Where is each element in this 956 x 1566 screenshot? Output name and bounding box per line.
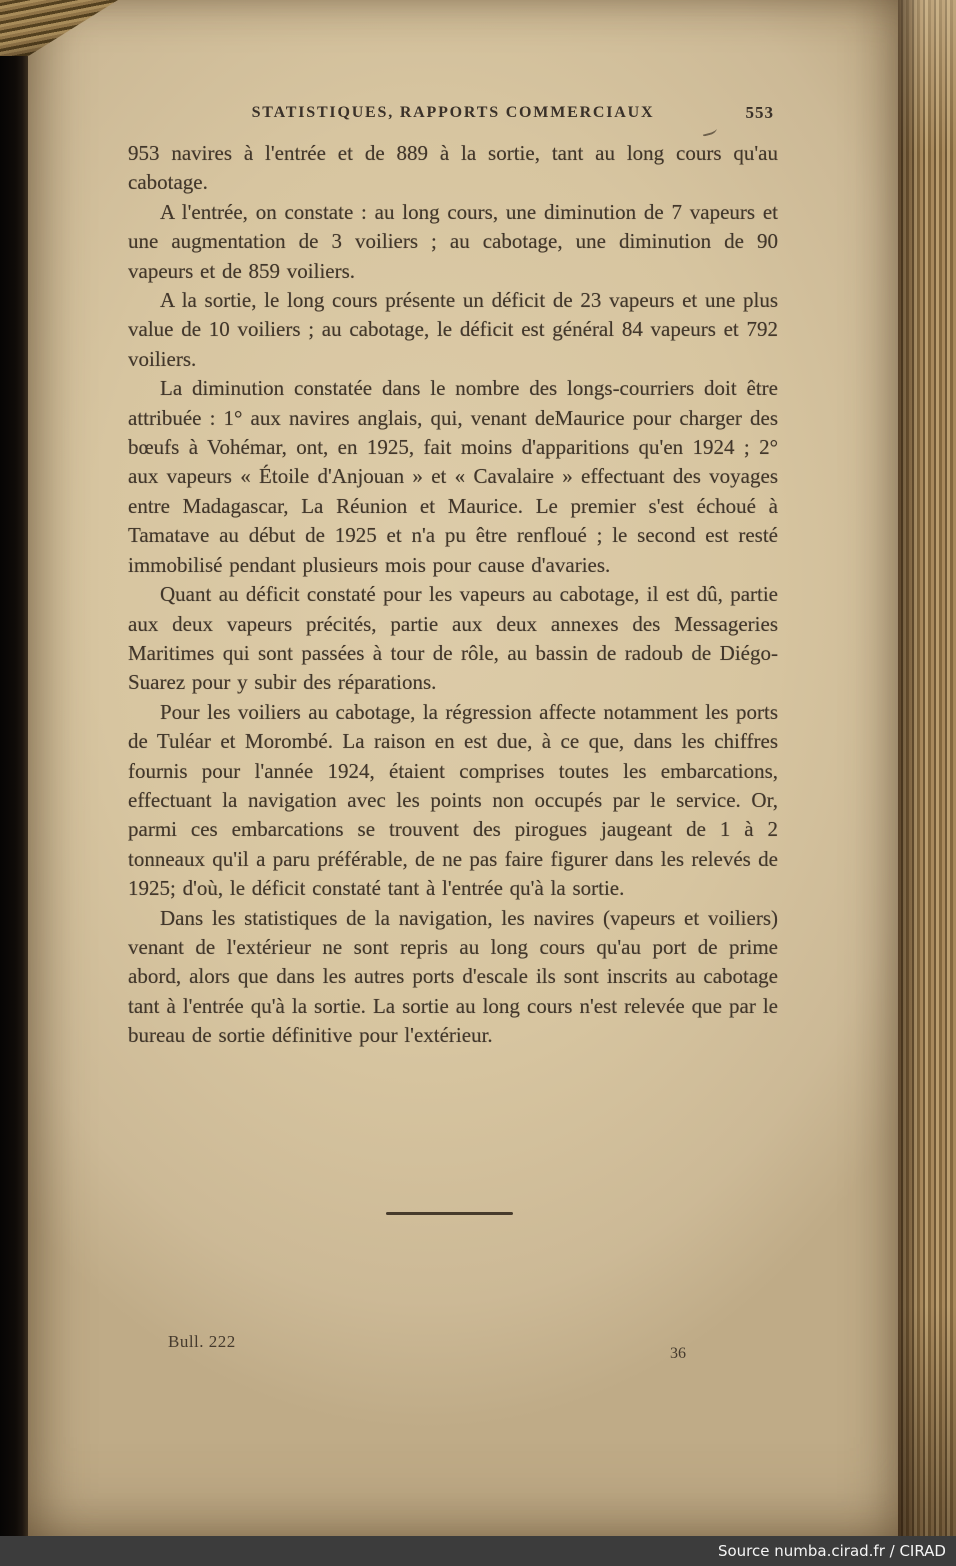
paragraph: A la sortie, le long cours présente un déficit de 23 vapeurs et une plus value de 10 voiliers ; au cabotage, le déficit est général 84 vapeurs et 792 voiliers. [128, 288, 778, 371]
page-content [128, 104, 778, 1051]
paragraph: La diminution constatée dans le nombre des longs-courriers doit être attribuée : 1° aux navires anglais, qui, venant deMaurice pour charger des bœufs à Vohémar, ont, en 1925, fait moins d'apparitions qu'en 1924 ; 2° aux vapeurs « Étoile d'Anjouan » et « Cavalaire » effectuant des voyages entre Madagascar, La Réunion et Maurice. Le premier s'est échoué à Tamatave au début de 1925 et n'a pu être renfloué ; le second est resté immobilisé pendant plusieurs mois pour cause d'avaries. [128, 376, 778, 577]
paragraph: Dans les statistiques de la navigation, les navires (vapeurs et voiliers) venant de l'extérieur ne sont repris au long cours qu'au port de prime abord, alors que dans les autres ports d'escale ils sont inscrits au cabotage tant à l'entrée qu'à la sortie. La sortie au long cours n'est relevée que par le bureau de sortie définitive pour l'extérieur. [128, 905, 778, 1048]
paragraph: A l'entrée, on constate : au long cours, une diminution de 7 vapeurs et une augmentation de 3 voiliers ; au cabotage, une diminution de 90 vapeurs et de 859 voiliers. [128, 199, 778, 283]
page-body [128, 139, 778, 1051]
section-divider-rule [386, 1212, 513, 1215]
footer-bulletin-number: Bull. 222 [168, 1332, 236, 1351]
page-edges [898, 0, 956, 1536]
running-header [128, 104, 778, 122]
paragraph: Pour les voiliers au cabotage, la régression affecte notamment les ports de Tuléar et Morombé. La raison en est due, à ce que, dans les chiffres fournis pour l'année 1924, étaient comprises toutes les embarcations, effectuant la navigation avec les points non occupés par le service. Or, parmi ces embarcations se trouvent des pirogues jaugeant de 1 à 2 tonneaux qu'il a paru préférable, de ne pas faire figurer dans les relevés de 1925; d'où, le déficit constaté tant à l'entrée qu'à la sortie. [128, 699, 778, 901]
footer-signature-number: 36 [670, 1345, 686, 1362]
source-bar [0, 1536, 956, 1566]
paragraph: 953 navires à l'entrée et de 889 à la sortie, tant au long cours qu'au cabotage. [128, 141, 778, 195]
page-number: 553 [745, 103, 774, 122]
book-binding [0, 0, 28, 1536]
source-attribution: Source numba.cirad.fr / CIRAD [717, 1542, 946, 1560]
header-title: STATISTIQUES, RAPPORTS COMMERCIAUX [251, 104, 655, 121]
paragraph: Quant au déficit constaté pour les vapeurs au cabotage, il est dû, partie aux deux vapeurs précités, partie aux deux annexes des Messageries Maritimes qui sont passées à tour de rôle, au bassin de radoub de Diégo-Suarez pour y subir des réparations. [128, 582, 778, 695]
